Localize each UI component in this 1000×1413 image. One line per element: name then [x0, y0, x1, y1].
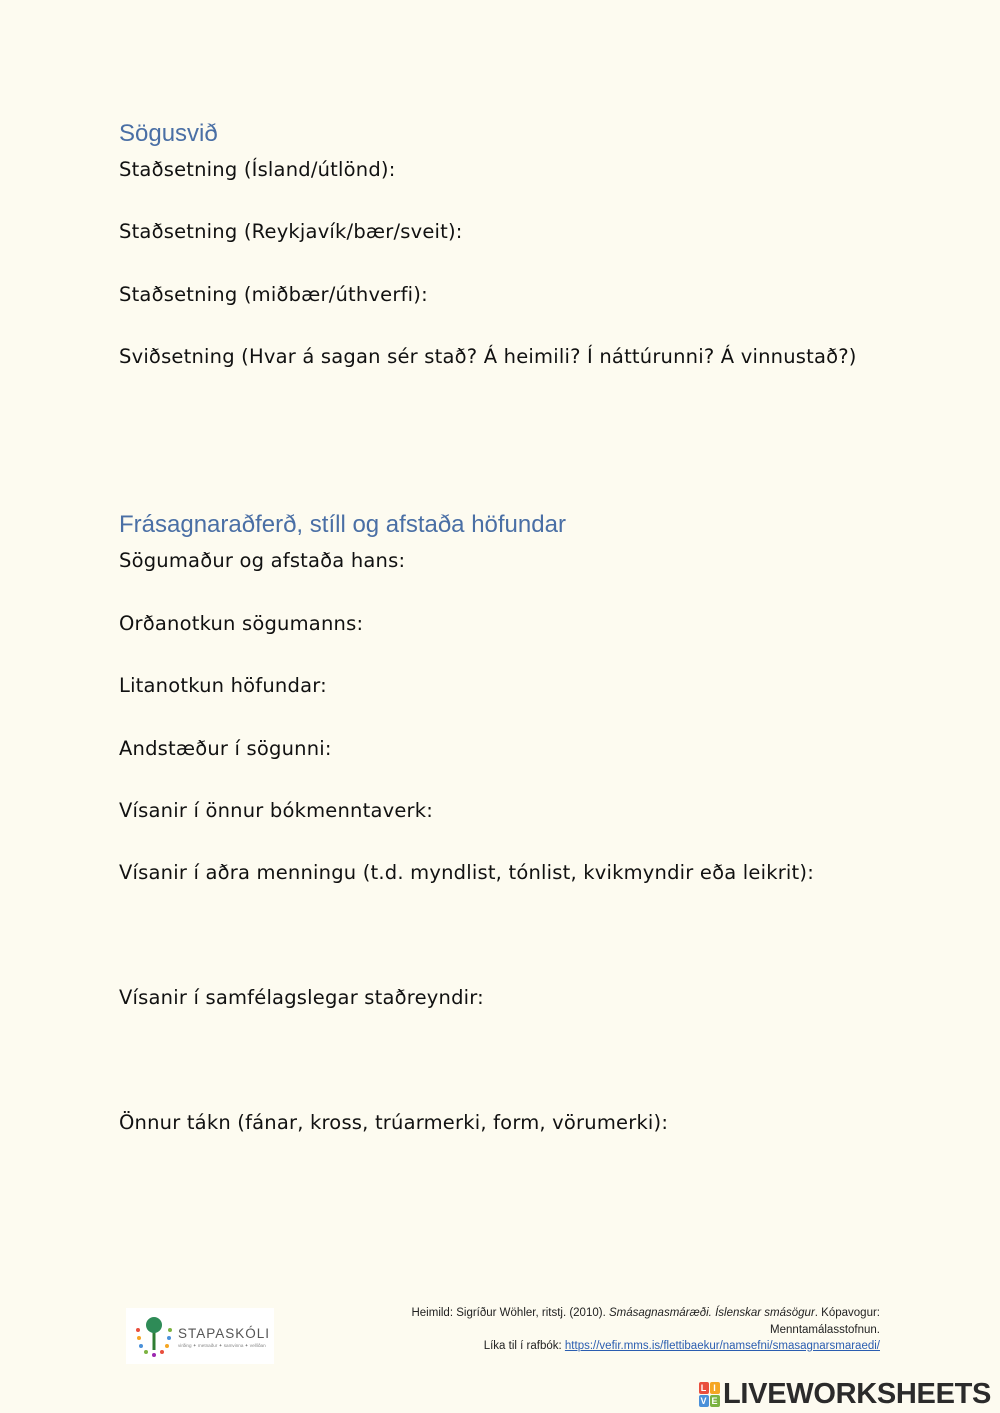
liveworksheets-watermark	[698, 1379, 991, 1409]
field-narrator: Sögumaður og afstaða hans:	[119, 549, 406, 572]
citation-title: Smásagnasmáræði. Íslenskar smásögur	[608, 1307, 815, 1319]
tree-icon	[134, 1314, 174, 1358]
school-name: STAPASKÓLI	[178, 1326, 271, 1341]
section-heading-narration: Frásagnaraðferð, stíll og afstaða höfundar	[119, 511, 566, 538]
field-location-city: Staðsetning (Reykjavík/bær/sveit):	[119, 220, 463, 243]
school-tagline: virðing ✦ metnaður ✦ samvinna ✦ vellíðan	[178, 1343, 266, 1348]
field-literary-references: Vísanir í önnur bókmenntaverk:	[119, 799, 434, 822]
field-social-references: Vísanir í samfélagslegar staðreyndir:	[119, 986, 484, 1009]
field-word-usage: Orðanotkun sögumanns:	[119, 612, 364, 635]
badge-letter-e: E	[711, 1395, 718, 1406]
badge-letter-v: V	[700, 1395, 707, 1406]
badge-letter-i: I	[710, 1382, 720, 1394]
field-contrasts: Andstæður í sögunni:	[119, 737, 332, 760]
field-location-district: Staðsetning (miðbær/úthverfi):	[119, 283, 428, 306]
section-heading-setting: Sögusvið	[119, 120, 218, 147]
ebook-label: Líka til í rafbók:	[483, 1340, 565, 1352]
field-location-country: Staðsetning (Ísland/útlönd):	[119, 158, 396, 181]
source-citation	[410, 1305, 880, 1355]
field-cultural-references: Vísanir í aðra menningu (t.d. myndlist, tónlist, kvikmyndir eða leikrit):	[119, 861, 814, 884]
field-symbols: Önnur tákn (fánar, kross, trúarmerki, form, vörumerki):	[119, 1111, 669, 1134]
field-color-usage: Litanotkun höfundar:	[119, 674, 327, 697]
badge-letter-l: L	[699, 1382, 709, 1394]
watermark-text: LIVEWORKSHEETS	[723, 1377, 992, 1410]
field-scene: Sviðsetning (Hvar á sagan sér stað? Á heimili? Í náttúrunni? Á vinnustað?)	[119, 345, 857, 368]
citation-publisher: . Kópavogur: Menntamálasstofnun.	[770, 1307, 880, 1336]
citation-prefix: Heimild: Sigríður Wöhler, ritstj. (2010).	[411, 1307, 609, 1319]
live-badge-icon	[698, 1381, 720, 1407]
ebook-link[interactable]: https://vefir.mms.is/flettibaekur/namsefni/smasagnarsmaraedi/	[564, 1340, 880, 1352]
school-logo	[126, 1308, 274, 1364]
